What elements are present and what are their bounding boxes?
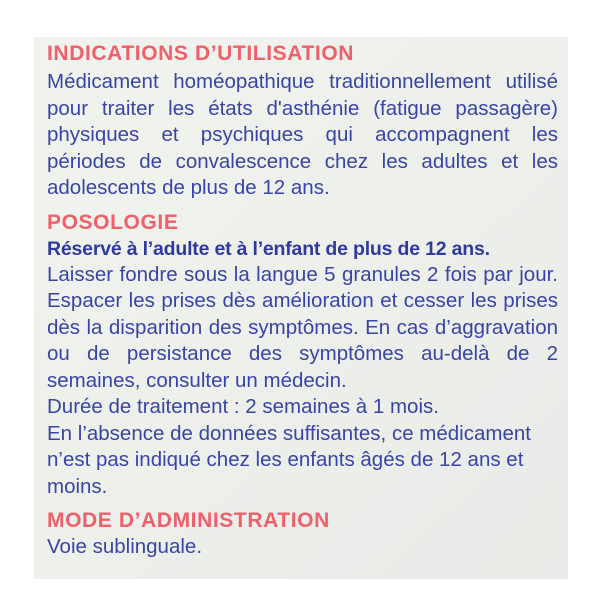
administration-heading: MODE D’ADMINISTRATION	[47, 509, 330, 532]
posologie-instructions-text: Laisser fondre sous la langue 5 granules 2 fois par jour. Espacer les prises dès amélioration et cesser les prises dès la disparition des symptômes. En cas d’aggravation ou de persistance des symptômes au-delà de 2 semaines, consulter un médecin.	[47, 262, 558, 392]
indications-section	[47, 41, 558, 202]
posologie-reserve-text: Réservé à l’adulte et à l’enfant de plus de 12 ans.	[47, 237, 490, 260]
administration-text: Voie sublinguale.	[47, 535, 203, 558]
posologie-heading: POSOLOGIE	[47, 210, 179, 234]
indications-heading: INDICATIONS D’UTILISATION	[47, 42, 355, 65]
administration-section	[47, 508, 558, 561]
posologie-children-warning-text: En l’absence de données suffisantes, ce médicament n’est pas indiqué chez les enfants âgés de 12 ans et moins.	[47, 421, 531, 498]
indications-text: Médicament homéopathique traditionnellement utilisé pour traiter les états d'asthénie (fatigue passagère) physiques et psychiques qui accompagnent les périodes de convalescence chez les adultes et les adolescents de plus de 12 ans.	[47, 70, 558, 199]
posologie-duration-text: Durée de traitement : 2 semaines à 1 mois.	[47, 395, 439, 418]
posologie-section	[47, 210, 558, 501]
medication-label-panel	[34, 37, 568, 579]
